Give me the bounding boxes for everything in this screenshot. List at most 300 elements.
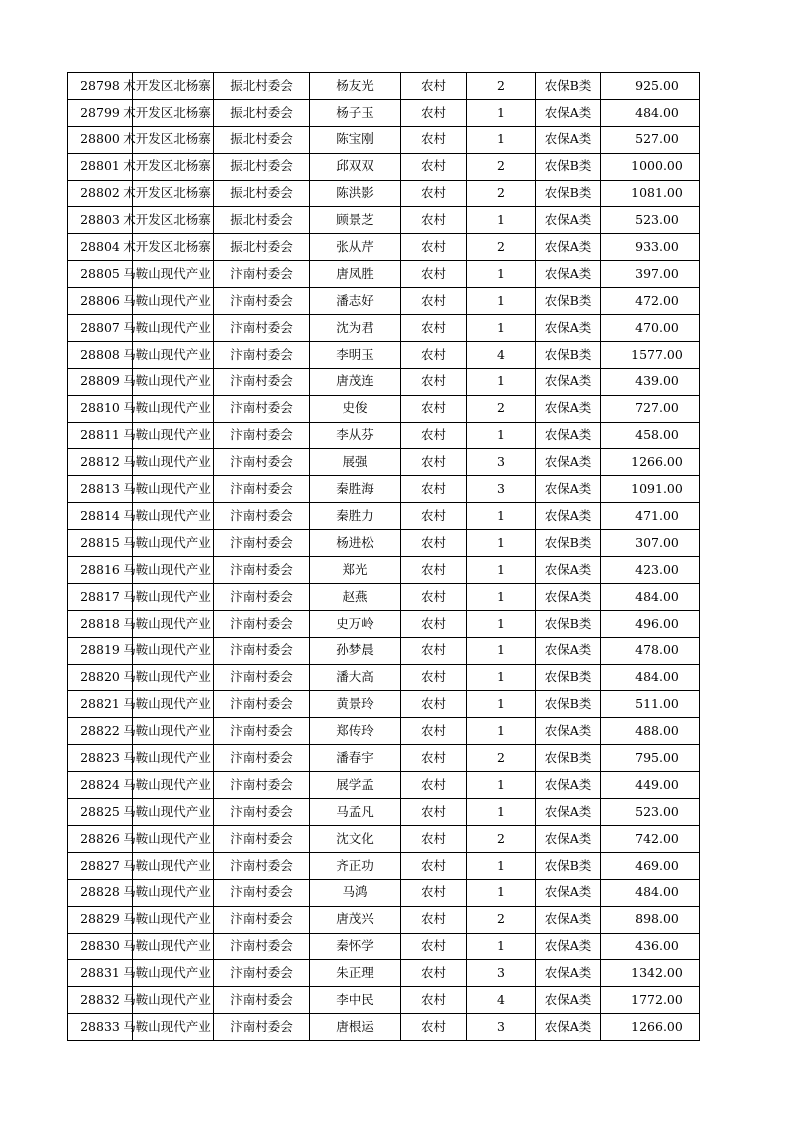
insurance-category-cell: 农保A类 [536,825,601,852]
village-committee-cell: 振北村委会 [214,180,310,207]
name-cell: 张从芹 [310,234,401,261]
row-id-cell: 28807 [68,315,133,342]
person-count-cell: 3 [467,449,536,476]
town-cell-text: 马鞍山现代产业 [123,938,211,954]
person-count-cell: 2 [467,906,536,933]
household-type-cell: 农村 [401,879,467,906]
row-id-cell: 28818 [68,610,133,637]
town-cell-text: 马鞍山现代产业 [123,991,211,1007]
amount-cell-text: 1577.00 [631,346,683,362]
village-committee-cell: 汴南村委会 [214,960,310,987]
household-type-cell: 农村 [401,610,467,637]
table-row [68,126,700,153]
row-id-cell: 28822 [68,718,133,745]
person-count-cell: 1 [467,852,536,879]
town-cell-text: 马鞍山现代产业 [123,534,211,550]
household-type-cell: 农村 [401,772,467,799]
village-committee-cell: 汴南村委会 [214,799,310,826]
village-committee-cell: 振北村委会 [214,234,310,261]
row-id-cell: 28812 [68,449,133,476]
household-type-cell: 农村 [401,852,467,879]
amount-cell [601,772,700,799]
person-count-cell: 1 [467,99,536,126]
household-type-cell: 农村 [401,799,467,826]
amount-cell [601,153,700,180]
person-count-cell: 1 [467,583,536,610]
table-row [68,745,700,772]
row-id-cell: 28808 [68,341,133,368]
amount-cell [601,825,700,852]
amount-cell-text: 469.00 [635,857,679,873]
person-count-cell: 1 [467,664,536,691]
table-body [68,73,700,1041]
amount-cell-text: 795.00 [635,749,679,765]
row-id-cell: 28832 [68,987,133,1014]
insurance-category-cell: 农保A类 [536,476,601,503]
row-id-cell: 28821 [68,691,133,718]
insurance-category-cell: 农保B类 [536,530,601,557]
amount-cell-text: 472.00 [635,292,679,308]
household-type-cell: 农村 [401,557,467,584]
town-cell-text: 术开发区北杨寨 [123,158,211,174]
name-cell: 秦怀学 [310,933,401,960]
village-committee-cell: 振北村委会 [214,126,310,153]
amount-cell [601,691,700,718]
table-row [68,207,700,234]
town-cell-text: 术开发区北杨寨 [123,131,211,147]
town-cell-text: 马鞍山现代产业 [123,642,211,658]
name-cell: 潘大高 [310,664,401,691]
insurance-category-cell: 农保A类 [536,799,601,826]
amount-cell [601,234,700,261]
insurance-category-cell: 农保A类 [536,879,601,906]
amount-cell [601,583,700,610]
person-count-cell: 1 [467,422,536,449]
amount-cell [601,315,700,342]
table-row [68,288,700,315]
name-cell: 潘春宇 [310,745,401,772]
name-cell: 唐凤胜 [310,261,401,288]
row-id-cell: 28810 [68,395,133,422]
household-type-cell: 农村 [401,825,467,852]
name-cell: 李从芬 [310,422,401,449]
table-row [68,718,700,745]
insurance-category-cell: 农保B类 [536,664,601,691]
person-count-cell: 4 [467,987,536,1014]
name-cell: 孙梦晨 [310,637,401,664]
name-cell: 邱双双 [310,153,401,180]
row-id-cell: 28827 [68,852,133,879]
amount-cell-text: 449.00 [635,776,679,792]
table-row [68,610,700,637]
insurance-category-cell: 农保B类 [536,288,601,315]
person-count-cell: 1 [467,126,536,153]
amount-cell [601,879,700,906]
amount-cell [601,503,700,530]
amount-cell [601,906,700,933]
town-cell-text: 术开发区北杨寨 [123,104,211,120]
person-count-cell: 3 [467,1014,536,1041]
insurance-category-cell: 农保A类 [536,906,601,933]
village-committee-cell: 汴南村委会 [214,987,310,1014]
person-count-cell: 1 [467,315,536,342]
insurance-category-cell: 农保A类 [536,422,601,449]
town-cell [123,207,214,234]
table-row [68,73,700,100]
town-cell [123,906,214,933]
row-id-cell: 28801 [68,153,133,180]
name-cell: 史万岭 [310,610,401,637]
town-cell [123,879,214,906]
town-cell-text: 马鞍山现代产业 [123,965,211,981]
amount-cell-text: 439.00 [635,373,679,389]
town-cell [123,933,214,960]
person-count-cell: 1 [467,637,536,664]
amount-cell-text: 423.00 [635,561,679,577]
table-row [68,476,700,503]
town-cell-text: 术开发区北杨寨 [123,212,211,228]
table-row [68,99,700,126]
amount-cell-text: 478.00 [635,642,679,658]
amount-cell [601,476,700,503]
town-cell [123,341,214,368]
insurance-category-cell: 农保B类 [536,610,601,637]
town-cell-text: 马鞍山现代产业 [123,696,211,712]
amount-cell-text: 1342.00 [631,965,683,981]
insurance-category-cell: 农保B类 [536,153,601,180]
household-type-cell: 农村 [401,503,467,530]
insurance-category-cell: 农保A类 [536,933,601,960]
town-cell-text: 马鞍山现代产业 [123,803,211,819]
name-cell: 杨进松 [310,530,401,557]
amount-cell-text: 727.00 [635,400,679,416]
insurance-category-cell: 农保A类 [536,960,601,987]
household-type-cell: 农村 [401,368,467,395]
person-count-cell: 3 [467,960,536,987]
table-row [68,261,700,288]
row-id-cell: 28830 [68,933,133,960]
village-committee-cell: 汴南村委会 [214,610,310,637]
amount-cell [601,395,700,422]
person-count-cell: 1 [467,368,536,395]
amount-cell-text: 742.00 [635,830,679,846]
name-cell: 郑传玲 [310,718,401,745]
amount-cell-text: 511.00 [635,696,679,712]
person-count-cell: 1 [467,207,536,234]
household-type-cell: 农村 [401,99,467,126]
amount-cell-text: 471.00 [635,507,679,523]
row-id-cell: 28826 [68,825,133,852]
insurance-category-cell: 农保A类 [536,449,601,476]
table-row [68,153,700,180]
town-cell [123,261,214,288]
village-committee-cell: 汴南村委会 [214,503,310,530]
table-row [68,933,700,960]
row-id-cell: 28805 [68,261,133,288]
town-cell [123,315,214,342]
town-cell-text: 马鞍山现代产业 [123,373,211,389]
insurance-category-cell: 农保A类 [536,637,601,664]
town-cell-text: 马鞍山现代产业 [123,481,211,497]
town-cell-text: 马鞍山现代产业 [123,776,211,792]
table-row [68,799,700,826]
table-row [68,395,700,422]
town-cell-text: 马鞍山现代产业 [123,400,211,416]
village-committee-cell: 振北村委会 [214,99,310,126]
amount-cell [601,126,700,153]
table-row [68,825,700,852]
town-cell-text: 马鞍山现代产业 [123,884,211,900]
person-count-cell: 2 [467,745,536,772]
amount-cell [601,799,700,826]
town-cell [123,637,214,664]
insurance-category-cell: 农保A类 [536,234,601,261]
person-count-cell: 1 [467,691,536,718]
amount-cell [601,745,700,772]
household-type-cell: 农村 [401,691,467,718]
town-cell [123,288,214,315]
person-count-cell: 1 [467,718,536,745]
amount-cell [601,960,700,987]
name-cell: 唐茂连 [310,368,401,395]
household-type-cell: 农村 [401,395,467,422]
household-type-cell: 农村 [401,153,467,180]
table-row [68,852,700,879]
row-id-cell: 28816 [68,557,133,584]
person-count-cell: 1 [467,933,536,960]
town-cell-text: 马鞍山现代产业 [123,319,211,335]
village-committee-cell: 汴南村委会 [214,261,310,288]
person-count-cell: 1 [467,557,536,584]
row-id-cell: 28820 [68,664,133,691]
row-id-cell: 28817 [68,583,133,610]
insurance-category-cell: 农保A类 [536,583,601,610]
town-cell [123,73,214,100]
amount-cell-text: 925.00 [635,77,679,93]
row-id-cell: 28806 [68,288,133,315]
name-cell: 李中民 [310,987,401,1014]
person-count-cell: 1 [467,261,536,288]
amount-cell [601,987,700,1014]
household-type-cell: 农村 [401,261,467,288]
insurance-category-cell: 农保A类 [536,1014,601,1041]
amount-cell-text: 458.00 [635,427,679,443]
household-type-cell: 农村 [401,180,467,207]
amount-cell [601,288,700,315]
village-committee-cell: 汴南村委会 [214,557,310,584]
amount-cell [601,852,700,879]
name-cell: 秦胜力 [310,503,401,530]
name-cell: 顾景芝 [310,207,401,234]
amount-cell [601,933,700,960]
allowance-table [67,72,700,1041]
name-cell: 唐根运 [310,1014,401,1041]
household-type-cell: 农村 [401,664,467,691]
row-id-cell: 28804 [68,234,133,261]
amount-cell [601,261,700,288]
village-committee-cell: 汴南村委会 [214,395,310,422]
town-cell-text: 马鞍山现代产业 [123,265,211,281]
amount-cell [601,610,700,637]
insurance-category-cell: 农保A类 [536,126,601,153]
insurance-category-cell: 农保A类 [536,718,601,745]
household-type-cell: 农村 [401,637,467,664]
row-id-cell: 28809 [68,368,133,395]
town-cell-text: 术开发区北杨寨 [123,77,211,93]
town-cell-text: 术开发区北杨寨 [123,239,211,255]
town-cell [123,99,214,126]
village-committee-cell: 汴南村委会 [214,825,310,852]
town-cell-text: 马鞍山现代产业 [123,561,211,577]
amount-cell-text: 1772.00 [631,991,683,1007]
town-cell [123,610,214,637]
table-row [68,557,700,584]
table-row [68,772,700,799]
amount-cell-text: 1266.00 [631,454,683,470]
insurance-category-cell: 农保B类 [536,745,601,772]
town-cell [123,852,214,879]
name-cell: 沈文化 [310,825,401,852]
name-cell: 陈宝刚 [310,126,401,153]
household-type-cell: 农村 [401,341,467,368]
row-id-cell: 28824 [68,772,133,799]
amount-cell-text: 933.00 [635,239,679,255]
table-row [68,1014,700,1041]
row-id-cell: 28833 [68,1014,133,1041]
row-id-cell: 28799 [68,99,133,126]
village-committee-cell: 汴南村委会 [214,583,310,610]
person-count-cell: 2 [467,180,536,207]
table-row [68,503,700,530]
person-count-cell: 2 [467,395,536,422]
town-cell [123,180,214,207]
town-cell [123,745,214,772]
table-row [68,234,700,261]
table-row [68,960,700,987]
amount-cell-text: 1081.00 [631,185,683,201]
household-type-cell: 农村 [401,987,467,1014]
row-id-cell: 28811 [68,422,133,449]
village-committee-cell: 汴南村委会 [214,530,310,557]
household-type-cell: 农村 [401,745,467,772]
village-committee-cell: 汴南村委会 [214,476,310,503]
name-cell: 李明玉 [310,341,401,368]
household-type-cell: 农村 [401,530,467,557]
household-type-cell: 农村 [401,1014,467,1041]
insurance-category-cell: 农保B类 [536,73,601,100]
insurance-category-cell: 农保B类 [536,180,601,207]
insurance-category-cell: 农保A类 [536,207,601,234]
insurance-category-cell: 农保A类 [536,315,601,342]
village-committee-cell: 汴南村委会 [214,691,310,718]
insurance-category-cell: 农保A类 [536,395,601,422]
table-row [68,987,700,1014]
insurance-category-cell: 农保A类 [536,557,601,584]
amount-cell [601,99,700,126]
town-cell-text: 马鞍山现代产业 [123,749,211,765]
amount-cell-text: 496.00 [635,615,679,631]
amount-cell-text: 527.00 [635,131,679,147]
village-committee-cell: 汴南村委会 [214,664,310,691]
table-row [68,637,700,664]
village-committee-cell: 汴南村委会 [214,637,310,664]
row-id-cell: 28831 [68,960,133,987]
town-cell-text: 马鞍山现代产业 [123,454,211,470]
amount-cell [601,530,700,557]
amount-cell [601,1014,700,1041]
household-type-cell: 农村 [401,126,467,153]
insurance-category-cell: 农保A类 [536,261,601,288]
town-cell [123,153,214,180]
village-committee-cell: 汴南村委会 [214,341,310,368]
person-count-cell: 1 [467,610,536,637]
amount-cell [601,718,700,745]
row-id-cell: 28815 [68,530,133,557]
village-committee-cell: 汴南村委会 [214,772,310,799]
insurance-category-cell: 农保A类 [536,503,601,530]
village-committee-cell: 汴南村委会 [214,933,310,960]
town-cell [123,368,214,395]
table-row [68,530,700,557]
town-cell-text: 马鞍山现代产业 [123,1018,211,1034]
town-cell [123,987,214,1014]
town-cell [123,503,214,530]
town-cell-text: 马鞍山现代产业 [123,346,211,362]
table-row [68,422,700,449]
name-cell: 杨友光 [310,73,401,100]
town-cell [123,960,214,987]
name-cell: 马鸿 [310,879,401,906]
row-id-cell: 28800 [68,126,133,153]
person-count-cell: 1 [467,288,536,315]
name-cell: 展强 [310,449,401,476]
row-id-cell: 28819 [68,637,133,664]
amount-cell-text: 1000.00 [631,158,683,174]
household-type-cell: 农村 [401,476,467,503]
amount-cell-text: 488.00 [635,723,679,739]
insurance-category-cell: 农保A类 [536,99,601,126]
household-type-cell: 农村 [401,422,467,449]
town-cell-text: 马鞍山现代产业 [123,911,211,927]
insurance-category-cell: 农保A类 [536,987,601,1014]
person-count-cell: 2 [467,73,536,100]
person-count-cell: 1 [467,530,536,557]
name-cell: 唐茂兴 [310,906,401,933]
person-count-cell: 1 [467,772,536,799]
name-cell: 马孟凡 [310,799,401,826]
amount-cell [601,637,700,664]
village-committee-cell: 汴南村委会 [214,745,310,772]
amount-cell [601,368,700,395]
insurance-category-cell: 农保A类 [536,772,601,799]
amount-cell-text: 397.00 [635,265,679,281]
household-type-cell: 农村 [401,73,467,100]
row-id-cell: 28825 [68,799,133,826]
name-cell: 杨子玉 [310,99,401,126]
row-id-cell: 28803 [68,207,133,234]
name-cell: 朱正理 [310,960,401,987]
town-cell-text: 马鞍山现代产业 [123,507,211,523]
village-committee-cell: 振北村委会 [214,153,310,180]
household-type-cell: 农村 [401,933,467,960]
name-cell: 展学孟 [310,772,401,799]
amount-cell-text: 484.00 [635,884,679,900]
name-cell: 潘志好 [310,288,401,315]
town-cell-text: 马鞍山现代产业 [123,723,211,739]
town-cell [123,126,214,153]
town-cell [123,395,214,422]
town-cell-text: 马鞍山现代产业 [123,669,211,685]
